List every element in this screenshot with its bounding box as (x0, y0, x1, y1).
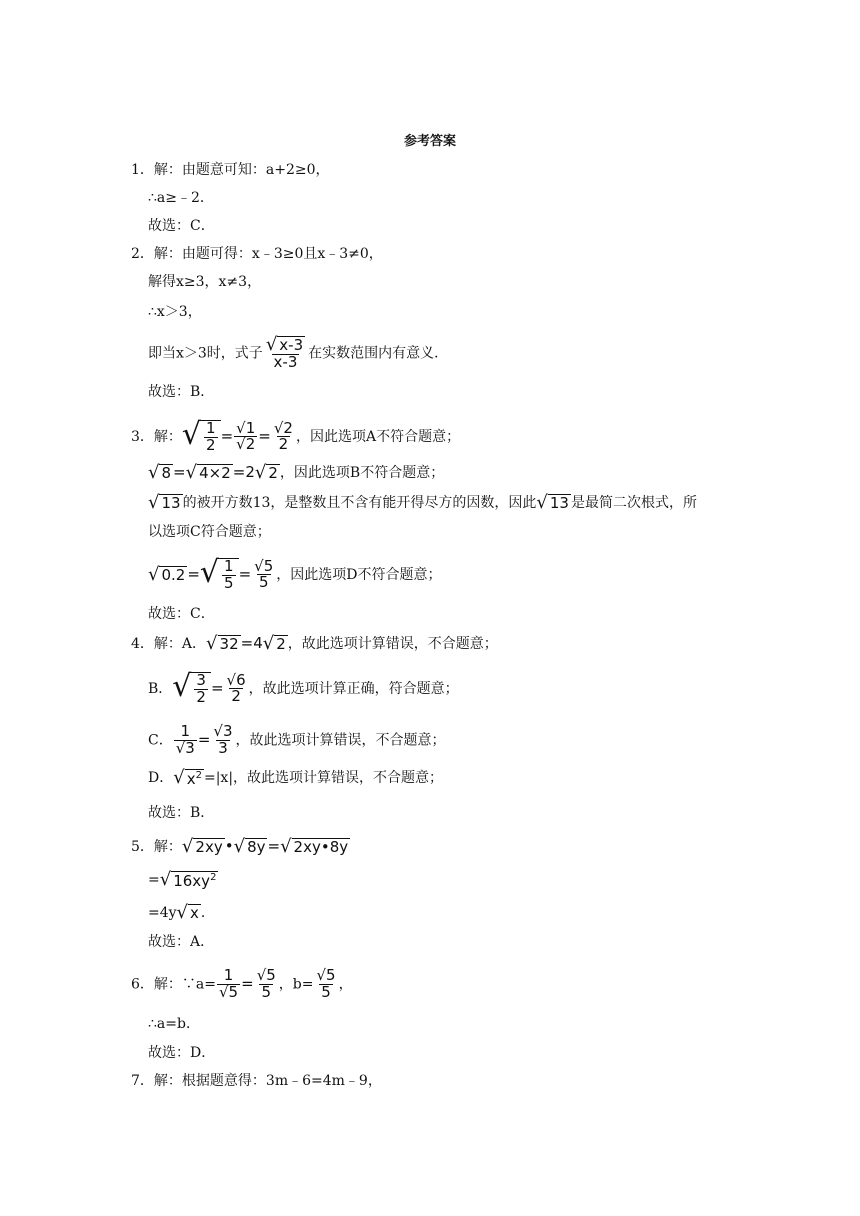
q4-line-e: 故选：B． (148, 805, 215, 821)
q2-line1: 2．解：由题可得：x﹣3≥0且x﹣3≠0， (131, 246, 383, 262)
q5-line2: = √ $16xy^2$ (148, 868, 217, 890)
q4-line-c: C． $\frac{1}{√3}$ = $\frac{√3}{3}$ ，故此选项计算错误，不合题意； (148, 722, 446, 757)
q2-line4: 即当x＞3时，式子 √ x-3 x-3 在实数范围内有意义． (148, 334, 449, 371)
q4-line-a: 4．解：A． √ 32 =4 √ 2 ，故此选项计算错误，不合题意； (131, 633, 498, 654)
q2-line2: 解得x≥3，x≠3， (148, 274, 262, 290)
q5-line3: =4y √ x ． (148, 902, 215, 923)
q1-line1: 1．解：由题意可知：a+2≥0， (131, 162, 330, 178)
q3-line6: 故选：C． (148, 606, 215, 622)
q4-line-b: B． √ $\frac{3}{2}$ = $\frac{√6}{2}$ ，故此选项计算正确，符合题意； (148, 669, 459, 706)
q5-line1: 5．解： √ 2xy • √ 8y = √ 2xy•8y (131, 836, 349, 857)
q7-line1: 7．解：根据题意得：3m﹣6=4m﹣9， (131, 1073, 382, 1089)
q3-line5: √ 0.2 = √ $\frac{1}{5}$ = $\frac{√5}{5}$ ，因此选项D不符合题意； (148, 555, 442, 592)
q2-fraction: √ x-3 x-3 (265, 334, 304, 371)
q4-line-d: D． √ $x^2$ =|x|，故此选项计算错误，不合题意； (148, 766, 444, 788)
q6-line2: ∴a=b． (148, 1016, 200, 1032)
q6-line3: 故选：D． (148, 1045, 216, 1061)
q3-line1: 3．解： √ $\frac{1}{2}$ = $\frac{√1}{√2}$ = $\frac{√2}{2}$ ，因此选项A不符合题意； (131, 417, 461, 454)
q1-line3: 故选：C． (148, 218, 215, 234)
q5-line4: 故选：A． (148, 934, 215, 950)
q3-line3: √ 13 的被开方数13，是整数且不含有能开得尽方的因数，因此 √ 13 是最简二次根式，所 (148, 492, 697, 513)
q2-line3: ∴x＞3， (148, 304, 202, 320)
q6-line1: 6．解：∵a= $\frac{1}{√5}$ = $\frac{√5}{5}$ ，b= $\frac{√5}{5}$ ， (131, 966, 353, 1001)
q3-line2: √ 8 = √ 4×2 =2 √ 2 ，因此选项B不符合题意； (148, 462, 445, 483)
q2-line5: 故选：B． (148, 384, 215, 400)
q1-line2: ∴a≥﹣2． (148, 190, 214, 206)
page-title: 参考答案 (403, 134, 456, 149)
q3-line4: 以选项C符合题意； (148, 524, 271, 540)
